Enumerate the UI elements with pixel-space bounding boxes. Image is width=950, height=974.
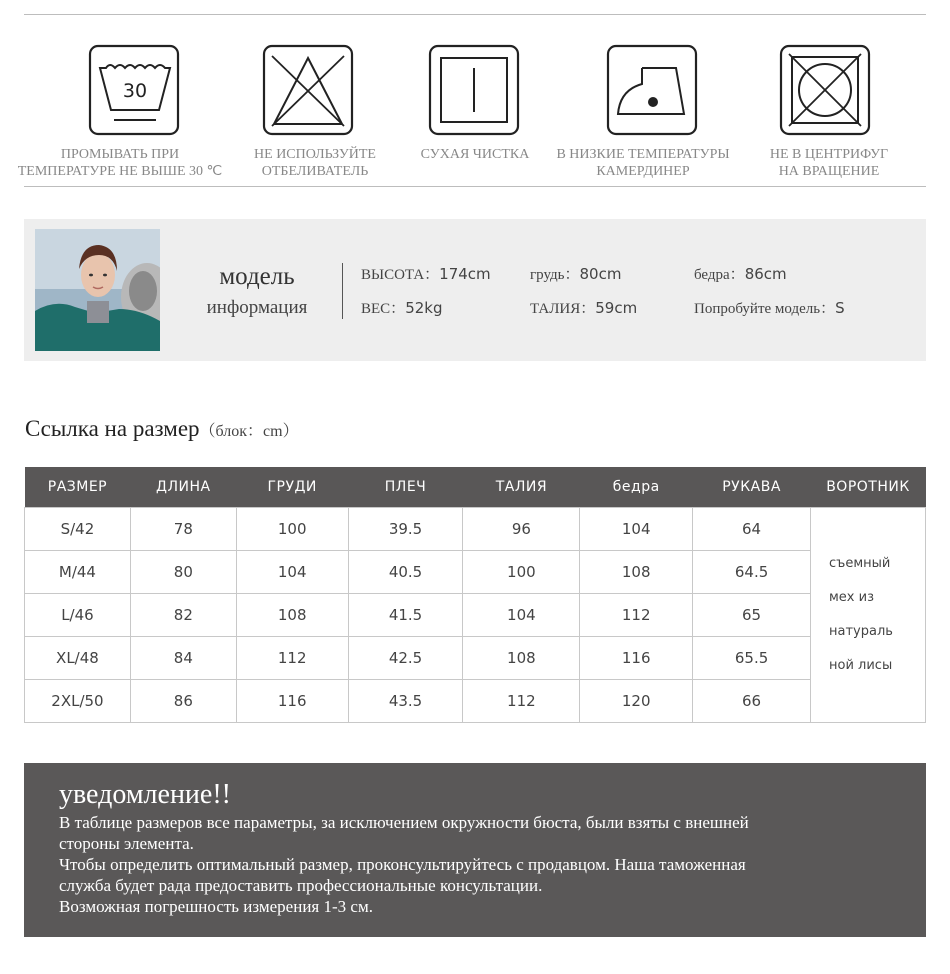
notice-title: уведомление!!	[59, 779, 231, 810]
table-cell: 78	[130, 507, 236, 550]
notice-panel	[24, 763, 926, 937]
table-cell: 116	[236, 679, 348, 722]
model-divider	[342, 263, 343, 319]
care-label-wash: ПРОМЫВАТЬ ПРИ ТЕМПЕРАТУРЕ НЕ ВЫШЕ 30 ℃	[17, 147, 223, 179]
notice-line: Чтобы определить оптимальный размер, проконсультируйтесь с продавцом. Наша таможенная	[59, 855, 746, 874]
collar-line: ной лисы	[829, 657, 893, 673]
table-cell: 100	[236, 507, 348, 550]
collar-cell	[811, 507, 926, 722]
collar-line: мех из	[829, 589, 874, 605]
table-cell: 112	[463, 679, 580, 722]
table-cell: S/42	[25, 507, 131, 550]
table-cell: 84	[130, 636, 236, 679]
no-bleach-icon	[262, 44, 354, 136]
table-cell: 64.5	[693, 550, 811, 593]
model-hips: бедра：86cm	[694, 265, 787, 283]
table-cell: 112	[580, 593, 693, 636]
table-cell: 80	[130, 550, 236, 593]
care-label-iron: В НИЗКИЕ ТЕМПЕРАТУРЫ КАМЕРДИНЕР	[556, 147, 730, 179]
table-row	[25, 550, 926, 593]
table-cell: 65	[693, 593, 811, 636]
care-label-bleach: НЕ ИСПОЛЬЗУЙТЕ ОТБЕЛИВАТЕЛЬ	[254, 147, 376, 179]
model-info-panel	[24, 219, 926, 361]
collar-line: съемный	[829, 555, 891, 571]
care-label-tumble: НЕ В ЦЕНТРИФУГ НА ВРАЩЕНИЕ	[769, 147, 889, 179]
model-waist: ТАЛИЯ：59cm	[530, 299, 638, 317]
washing-30-icon	[88, 44, 180, 136]
table-cell: 86	[130, 679, 236, 722]
table-cell: 96	[463, 507, 580, 550]
notice-line: служба будет рада предоставить профессиональные консультации.	[59, 876, 543, 895]
header-cell: РАЗМЕР	[25, 467, 131, 507]
table-cell: XL/48	[25, 636, 131, 679]
header-cell: бедра	[580, 467, 693, 507]
care-divider	[24, 186, 926, 187]
table-cell: 120	[580, 679, 693, 722]
collar-line: натураль	[829, 623, 893, 639]
header-cell: РУКАВА	[693, 467, 811, 507]
table-cell: 39.5	[348, 507, 463, 550]
dry-clean-icon	[428, 44, 520, 136]
table-cell: 82	[130, 593, 236, 636]
model-height: ВЫСОТА：174cm	[361, 265, 491, 283]
table-cell: 116	[580, 636, 693, 679]
table-cell: 100	[463, 550, 580, 593]
table-cell: 64	[693, 507, 811, 550]
care-label-dry-clean: СУХАЯ ЧИСТКА	[420, 147, 530, 162]
table-cell: 65.5	[693, 636, 811, 679]
model-subtitle: информация	[206, 297, 308, 318]
model-chest: грудь：80cm	[530, 265, 622, 283]
table-cell: 104	[236, 550, 348, 593]
table-cell: 40.5	[348, 550, 463, 593]
model-photo	[35, 229, 160, 351]
table-cell: 108	[236, 593, 348, 636]
size-table	[24, 467, 926, 723]
table-cell: 104	[580, 507, 693, 550]
size-unit: （блок：cm）	[199, 423, 299, 440]
table-cell: 66	[693, 679, 811, 722]
model-weight: ВЕС：52kg	[361, 299, 443, 317]
table-cell: 2XL/50	[25, 679, 131, 722]
table-cell: L/46	[25, 593, 131, 636]
table-cell: 108	[463, 636, 580, 679]
table-row	[25, 507, 926, 550]
table-cell: 104	[463, 593, 580, 636]
notice-line: В таблице размеров все параметры, за исключением окружности бюста, были взяты с внешней	[59, 813, 749, 832]
model-title: модель	[219, 263, 295, 290]
iron-low-icon	[606, 44, 698, 136]
header-cell: ТАЛИЯ	[463, 467, 580, 507]
notice-line: стороны элемента.	[59, 834, 194, 853]
table-row	[25, 636, 926, 679]
no-tumble-dry-icon	[779, 44, 871, 136]
header-cell: ГРУДИ	[236, 467, 348, 507]
header-cell: ВОРОТНИК	[811, 467, 926, 507]
size-reference-heading: Ссылка на размер（блок：cm）	[25, 416, 299, 441]
care-instructions	[0, 44, 950, 184]
header-cell: ДЛИНА	[130, 467, 236, 507]
table-cell: 112	[236, 636, 348, 679]
table-cell: 108	[580, 550, 693, 593]
table-row	[25, 593, 926, 636]
table-row	[25, 679, 926, 722]
table-header-row	[25, 467, 926, 507]
wash-temp: 30	[122, 80, 148, 102]
notice-line: Возможная погрешность измерения 1-3 см.	[59, 897, 373, 916]
table-cell: 43.5	[348, 679, 463, 722]
header-cell: ПЛЕЧ	[348, 467, 463, 507]
table-cell: M/44	[25, 550, 131, 593]
table-cell: 41.5	[348, 593, 463, 636]
table-cell: 42.5	[348, 636, 463, 679]
model-tried-size: Попробуйте модель：S	[694, 299, 845, 317]
top-divider	[24, 14, 926, 15]
